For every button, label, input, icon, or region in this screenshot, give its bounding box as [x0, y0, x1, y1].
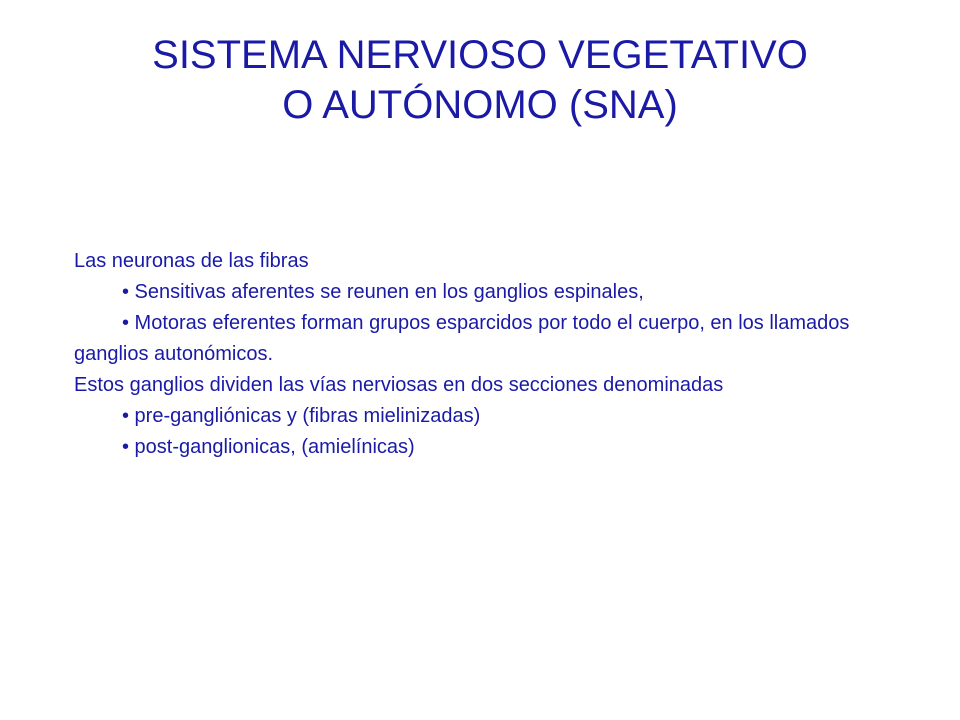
bullet-sensitivas: • Sensitivas aferentes se reunen en los ganglios espinales, — [122, 281, 644, 303]
bullet-pre-ganglionicas: • pre-gangliónicas y (fibras mielinizadas) — [122, 405, 481, 427]
slide-body — [74, 246, 854, 463]
intro-text: Las neuronas de las fibras — [74, 250, 309, 272]
slide-title-line-1: SISTEMA NERVIOSO VEGETATIVO — [152, 33, 808, 77]
bullet-motoras: • Motoras eferentes forman grupos esparcidos por todo el cuerpo, en los llamados ganglios autonómicos. — [74, 312, 850, 365]
bullet-post-ganglionicas: • post-ganglionicas, (amielínicas) — [122, 436, 415, 458]
ganglios-text: Estos ganglios dividen las vías nerviosas en dos secciones denominadas — [74, 374, 724, 396]
slide-title — [40, 30, 920, 130]
slide-title-line-2: O AUTÓNOMO (SNA) — [282, 83, 678, 127]
